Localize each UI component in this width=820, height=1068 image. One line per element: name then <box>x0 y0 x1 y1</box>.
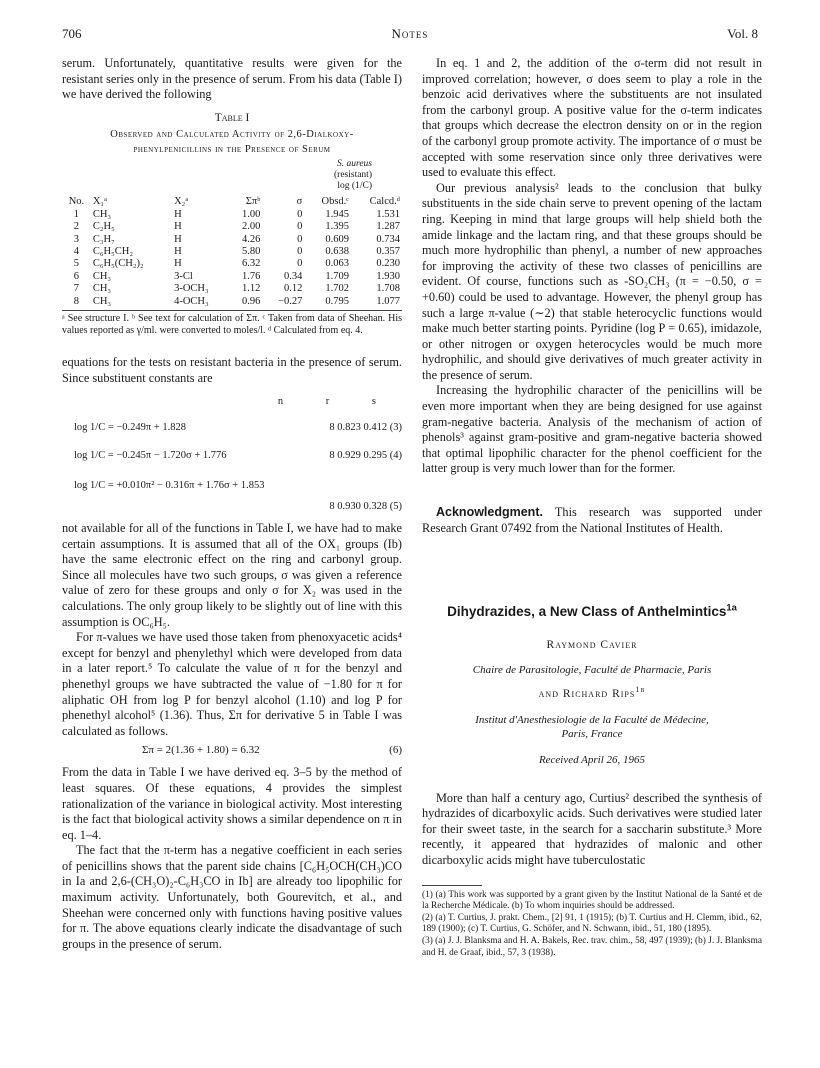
equations-paragraph: equations for the tests on resistant bacteria in the presence of serum. Since substituent constants are <box>62 355 402 385</box>
footnote: (1) (a) This work was supported by a grant given by the Institut National de la Santé et de la Recherche Médicale. (b) To whom inquiries should be addressed. <box>422 889 762 912</box>
table-cell: CH₃ <box>92 208 112 220</box>
table-cell: H <box>174 258 182 270</box>
table-cell: 2 <box>73 221 80 233</box>
table-cell: 1 <box>73 208 80 220</box>
affiliation-2 <box>422 713 762 741</box>
equation-4-expression: log 1/C = −0.245π − 1.720σ + 1.776 <box>74 449 227 461</box>
affiliation-1: Chaire de Parasitologie, Faculté de Pharmacie, Paris <box>472 664 712 677</box>
table-cell: 0.795 <box>325 295 349 307</box>
table-cell: 0.609 <box>325 233 349 245</box>
table-cell: CH₃ <box>92 295 112 307</box>
left-column <box>62 56 402 952</box>
table-cell: 1.709 <box>325 270 349 282</box>
article-title-text: Dihydrazides, a New Class of Anthelmintics <box>447 604 727 620</box>
footnote: (3) (a) J. J. Blanksma and H. A. Bakels, Rec. trav. chim., 58, 497 (1939); (b) J. J. Blanksma and H. de Graaf, ibid., 57, 3 (1938). <box>422 935 762 958</box>
table-cell: 8 <box>73 295 80 307</box>
equation-3-stats: 8 0.823 0.412 (3) <box>329 421 402 433</box>
bio-activity-header <box>62 159 402 192</box>
table-cell: 0.12 <box>283 283 303 295</box>
table-cell: 1.945 <box>325 208 349 220</box>
table-cell: H <box>174 208 182 220</box>
table-header-row <box>62 196 402 208</box>
sigma-paragraph: In eq. 1 and 2, the addition of the σ-term did not result in improved correlation; however, σ does seem to play a role in the benzoic acid derivatives where the substituents are not insulated from the carbonyl group. A positive value for the σ-term indicates that groups which decrease the electron density on or in the region of the carbonyl group promote activity. The importance of σ must be accepted with some reservation since only three derivatives were used to evaluate this effect. <box>422 56 762 180</box>
previous-analysis-paragraph: Our previous analysis² leads to the conclusion that bulky substituents in the side chain serve to prevent opening of the lactam ring. Keeping in mind that large groups will help shield both the amide linkage and the lactam ring, and that these groups should be much more hydrophilic than phenyl, a number of new approaches for improving the activity of these two classes of penicillins are evident. Of course, functions such as -SO₂CH₃ (π = −0.50, σ = +0.60) could be used to advantage. However, the phenyl group has such a large π-value (∼2) that stable heterocyclic functions would make much better starting points. Pyridine (log P = 0.65), imidazole, or other nitrogen or oxygen heterocycles would be much more hydrophilic, and should give derivatives of much greater activity in the presence of serum. <box>422 180 762 382</box>
table-cell: 6.32 <box>242 258 261 270</box>
section-title: Notes <box>391 26 429 41</box>
table-cell: 0.063 <box>325 258 349 270</box>
footnote: (2) (a) T. Curtius, J. prakt. Chem., [2] 91, 1 (1915); (b) T. Curtius and H. Clemm, ibid., 62, 189 (1900); (c) T. Curtius, G. Schöfer, and N. Schwann, ibid., 51, 180 (1895). <box>422 912 762 935</box>
table-cell: 1.930 <box>376 270 400 282</box>
table-cell: 0 <box>297 246 303 257</box>
table-cell: 3-Cl <box>174 270 193 282</box>
table-cell: 4.26 <box>242 233 261 245</box>
table-cell: CH₃ <box>92 270 112 282</box>
pi-values-paragraph: For π-values we have used those taken from phenoxyacetic acids⁴ except for benzyl and phenylethyl which were developed from data in a later report.⁵ To calculate the value of π for the benzyl and phenethyl groups we have subtracted the value of −1.80 for π for aliphatic OH from log P for benzyl alcohol (1.10) and log P for phenethyl alcohol⁵ (1.36). Thus, Σπ for derivative 5 in Table I was calculated as follows. <box>62 630 402 738</box>
table-cell: C₆H₅CH₂ <box>92 246 133 257</box>
table-cell: −0.27 <box>278 295 303 307</box>
table-footnote: ᵃ See structure I. ᵇ See text for calculation of Σπ. ᶜ Taken from data of Sheehan. His values reported as γ/ml. were converted to moles/l. ᵈ Calculated from eq. 4. <box>62 313 402 337</box>
activity-table <box>62 196 402 308</box>
intro-paragraph: serum. Unfortunately, quantitative results were given for the resistant series only in the presence of serum. From his data (Table I) we have derived the following <box>62 56 402 102</box>
resistant-label: (resistant) <box>334 170 372 181</box>
author-2-footnote-mark: 1b <box>635 685 646 695</box>
table-cell: 4-OCH₃ <box>174 295 209 307</box>
equation-6-tag: (6) <box>389 744 402 757</box>
table-cell: 2.00 <box>242 221 261 233</box>
affiliation-2-line-1: Institut d'Anesthesiologie de la Faculté de Médecine, <box>475 714 709 726</box>
equation-3 <box>62 414 402 440</box>
table-cell: 1.287 <box>376 221 400 233</box>
table-header-cell: X₁ᵃ <box>92 196 107 208</box>
table-cell: 1.76 <box>242 270 261 282</box>
table-cell: 1.077 <box>376 295 400 307</box>
table-cell: 0 <box>297 233 303 245</box>
table-row <box>62 296 402 308</box>
table-cell: 3-OCH₃ <box>174 283 209 295</box>
affiliation-2-line-2: Paris, France <box>561 728 623 740</box>
table-header-cell: Calcd.ᵈ <box>369 196 400 208</box>
table-header-cell: No. <box>68 196 85 208</box>
table-row <box>62 246 402 258</box>
table-cell: 3 <box>73 233 80 245</box>
table-header-cell: Σπᵇ <box>245 196 261 208</box>
table-header-cell: σ <box>296 196 303 208</box>
table-row <box>62 209 402 221</box>
table-cell: 1.702 <box>325 283 349 295</box>
log-label: log (1/C) <box>337 181 372 192</box>
table-cell: 0.96 <box>242 295 261 307</box>
table-cell: 0.34 <box>283 270 303 282</box>
equation-6-expression: Σπ = 2(1.36 + 1.80) = 6.32 <box>142 744 260 757</box>
organism-label: S. aureus <box>336 159 372 170</box>
table-cell: 5 <box>73 258 80 270</box>
table-cell: 7 <box>73 283 80 295</box>
article-title <box>422 604 762 620</box>
article-title-footnote-mark: 1a <box>726 602 737 614</box>
acknowledgment <box>422 505 762 536</box>
equation-5-expression: log 1/C = +0.010π² − 0.316π + 1.76σ + 1.853 <box>74 479 265 491</box>
table-cell: 0.230 <box>376 258 400 270</box>
table-cell: C₆H₅(CH₂)₂ <box>92 258 144 270</box>
table-row <box>62 283 402 295</box>
least-squares-paragraph: From the data in Table I we have derived eq. 3–5 by the method of least squares. Of these equations, 4 provides the simplest rationalization of the variance in biological activity. Most interesting is the fact that biological activity shows a similar dependence on π in eq. 1–4. <box>62 765 402 842</box>
table-cell: 1.531 <box>376 208 400 220</box>
table-cell: 0.734 <box>376 233 400 245</box>
footnotes <box>422 890 762 960</box>
table-cell: 0.357 <box>376 246 400 257</box>
negative-coefficient-paragraph: The fact that the π-term has a negative coefficient in each series of penicillins shows that the parent side chains [C₆H₅OCH(CH₃)CO in Ia and 2,6-(CH₃O)₂-C₆H₃CO in Ib] are already too lipophilic for maximum activity. Unfortunately, both Gourevitch, et al., and Sheehan were concerned only with functions having positive values for π. The above equations clearly indicate the disadvantage of such groups in the presence of serum. <box>62 843 402 951</box>
equation-stat-header: n r s <box>277 396 396 408</box>
table-row <box>62 221 402 233</box>
right-column <box>422 56 762 959</box>
table-cell: 0 <box>297 258 303 270</box>
equation-5-stats: 8 0.930 0.328 (5) <box>329 501 402 513</box>
table-body <box>62 209 402 308</box>
table-cell: 0 <box>297 208 303 220</box>
page-number: 706 <box>62 26 82 41</box>
table-cell: 1.395 <box>325 221 349 233</box>
table-cell: 5.80 <box>242 246 261 257</box>
table-cell: C₃H₇ <box>92 233 115 245</box>
table-cell: 6 <box>73 270 80 282</box>
table-row <box>62 258 402 270</box>
author-2-name: and Richard Rips <box>538 688 636 701</box>
received-date: Received April 26, 1965 <box>538 754 646 766</box>
table-cell: 1.708 <box>376 283 400 295</box>
assumptions-paragraph: not available for all of the functions in Table I, we have had to make certain assumptions. It is assumed that all of the OX₁ groups (Ib) have the same electronic effect on the ring and carbonyl group. Since all molecules have two such groups, σ was given a reference value of zero for these groups and only σ for X₂ was used in the calculations. The only group likely to be slightly out of line with this assumption is OC₆H₅. <box>62 521 402 629</box>
table-cell: H <box>174 246 182 257</box>
acknowledgment-text: This research was supported under Research Grant 07492 from the National Institutes of Health. <box>422 505 762 535</box>
table-row <box>62 271 402 283</box>
author-2 <box>422 687 762 703</box>
table-cell: H <box>174 233 182 245</box>
table-title-line-2: phenylpenicillins in the Presence of Serum <box>133 144 331 156</box>
table-rule <box>62 310 402 311</box>
equation-4-stats: 8 0.929 0.295 (4) <box>329 449 402 461</box>
equation-3-expression: log 1/C = −0.249π + 1.828 <box>74 421 187 433</box>
volume-label: Vol. 8 <box>727 26 758 41</box>
table-header-cell: Obsd.ᶜ <box>321 196 349 208</box>
running-header <box>62 26 758 42</box>
table-cell: 0 <box>297 221 303 233</box>
table-header-cell: X₂ᵃ <box>174 196 189 208</box>
table-cell: 4 <box>73 246 80 257</box>
table-cell: C₂H₅ <box>92 221 115 233</box>
table-title-line-1: Observed and Calculated Activity of 2,6-Dialkoxy- <box>110 129 354 141</box>
table-cell: H <box>174 221 182 233</box>
table-cell: CH₃ <box>92 283 112 295</box>
acknowledgment-label: Acknowledgment. <box>436 505 543 520</box>
table-cell: 0.638 <box>325 246 349 257</box>
equation-6 <box>62 743 402 761</box>
equation-4 <box>62 442 402 468</box>
article-body-paragraph: More than half a century ago, Curtius² described the synthesis of hydrazides of dicarboxylic acids. Such derivatives were studied later for their sweet taste, in the search for a saccharin substitute.³ More recently, it appeared that hydrazides of malonic and other dicarboxylic acids might have tuberculostatic <box>422 790 762 867</box>
hydrophilic-paragraph: Increasing the hydrophilic character of the penicillins will be even more important when they are being designed for use against gram-negative bacteria. Analysis of the mechanism of action of phenols³ against gram-positive and gram-negative bacteria showed that optimal lipophilic character for the phenol coefficient for the latter group is very much lower than for the former. <box>422 383 762 476</box>
table-caption: Table I <box>214 111 250 124</box>
table-cell: 1.12 <box>242 283 261 295</box>
author-1: Raymond Cavier <box>546 638 638 651</box>
table-row <box>62 234 402 246</box>
footnote-rule <box>422 885 482 886</box>
table-cell: 1.00 <box>242 208 261 220</box>
